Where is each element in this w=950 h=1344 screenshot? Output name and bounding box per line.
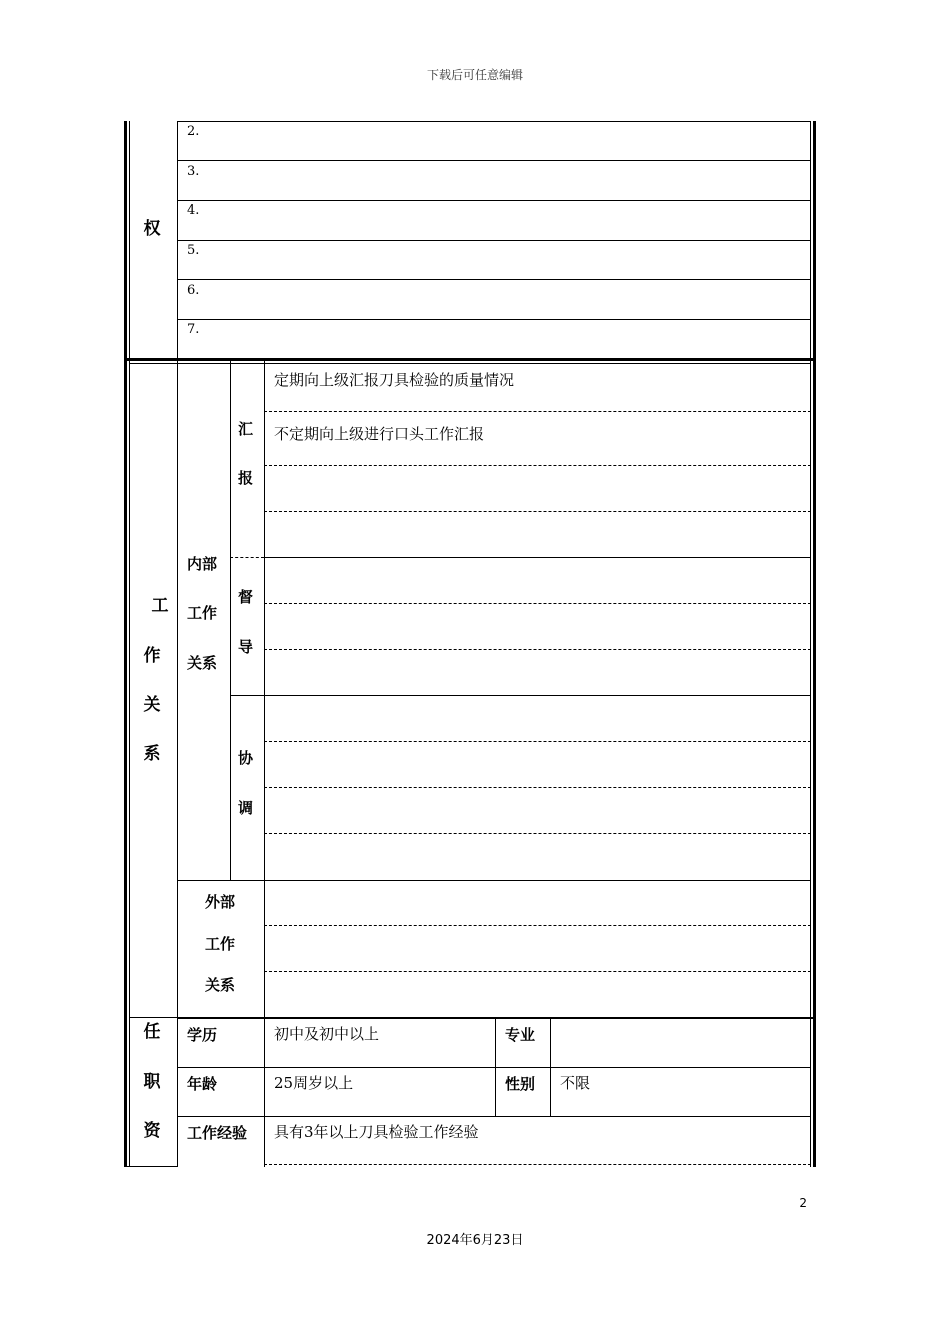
- relations-label-char: 作: [143, 646, 161, 666]
- authority-row-line: [177, 160, 811, 161]
- table-right-border-inner: [810, 121, 811, 1167]
- label-column-border: [177, 121, 178, 1167]
- gender-label: 性别: [505, 1075, 536, 1093]
- footer-date: 2024年6月23日: [426, 1233, 524, 1248]
- authority-row-line: [177, 200, 811, 201]
- dashed-line: [264, 925, 811, 926]
- dashed-line: [264, 511, 811, 512]
- relations-label-char: 系: [143, 744, 161, 764]
- qualifications-row-line: [177, 1067, 811, 1068]
- education-label: 学历: [187, 1026, 218, 1044]
- supervise-label-char: 督: [238, 588, 254, 606]
- authority-row-line: [177, 240, 811, 241]
- dashed-line: [264, 741, 811, 742]
- dashed-line: [264, 787, 811, 788]
- report-label-char: 报: [238, 469, 254, 487]
- qualifications-separator-left: [129, 1017, 177, 1018]
- report-line-text: 不定期向上级进行口头工作汇报: [274, 425, 485, 443]
- page-header-note: 下载后可任意编辑: [426, 68, 523, 82]
- report-line-text: 定期向上级汇报刀具检验的质量情况: [274, 371, 515, 389]
- table-bottom-edge: [124, 1166, 177, 1167]
- dashed-line: [264, 465, 811, 466]
- coordinate-label-char: 调: [238, 799, 254, 817]
- authority-item-number: 2.: [187, 124, 200, 139]
- relations-label-char: 工: [151, 596, 169, 616]
- education-value: 初中及初中以上: [274, 1025, 380, 1043]
- qualifications-column-border: [264, 1018, 265, 1167]
- internal-relations-label: 内部: [187, 555, 218, 573]
- age-value: 25周岁以上: [274, 1074, 354, 1092]
- dashed-line: [264, 649, 811, 650]
- section-separator: [124, 358, 816, 361]
- major-label: 专业: [505, 1026, 536, 1044]
- external-relations-label: 外部: [205, 893, 236, 911]
- external-relations-label: 关系: [205, 976, 236, 994]
- authority-item-number: 6.: [187, 283, 200, 298]
- age-label: 年龄: [187, 1075, 218, 1093]
- authority-row-line: [177, 121, 811, 122]
- internal-external-separator: [177, 880, 811, 881]
- authority-row-line: [177, 279, 811, 280]
- authority-item-number: 5.: [187, 243, 200, 258]
- dashed-line: [264, 971, 811, 972]
- dashed-line: [264, 603, 811, 604]
- dashed-line: [264, 833, 811, 834]
- authority-label: 权: [143, 219, 161, 239]
- relations-label-char: 关: [143, 695, 161, 715]
- external-relations-label: 工作: [205, 935, 236, 953]
- supervise-label-char: 导: [238, 638, 254, 656]
- qualifications-row-line: [177, 1116, 811, 1117]
- dashed-line: [264, 1164, 811, 1165]
- coordinate-label-char: 协: [238, 749, 254, 767]
- authority-row-line: [177, 319, 811, 320]
- internal-relations-label: 关系: [187, 654, 218, 672]
- dashed-line: [264, 411, 811, 412]
- table-left-border: [124, 121, 127, 1167]
- gender-value: 不限: [560, 1074, 591, 1092]
- qualifications-label-char: 任: [143, 1022, 161, 1042]
- table-right-border: [813, 121, 816, 1167]
- authority-item-number: 7.: [187, 322, 200, 337]
- authority-item-number: 4.: [187, 203, 200, 218]
- external-content-border: [264, 880, 265, 1018]
- experience-label: 工作经验: [187, 1124, 248, 1142]
- category-separator: [230, 695, 811, 696]
- authority-item-number: 3.: [187, 164, 200, 179]
- report-label-char: 汇: [238, 420, 254, 438]
- table-left-border-inner: [129, 121, 130, 1167]
- category-separator: [264, 557, 811, 558]
- qualifications-label-char: 职: [143, 1072, 161, 1092]
- section-separator-inner: [129, 363, 811, 364]
- category-separator-dashed: [230, 557, 264, 558]
- internal-category-border: [264, 358, 265, 880]
- qualifications-label-char: 资: [143, 1121, 161, 1141]
- page-number: 2: [799, 1196, 807, 1210]
- internal-relations-label: 工作: [187, 604, 218, 622]
- experience-value: 具有3年以上刀具检验工作经验: [274, 1123, 479, 1141]
- internal-subcolumn-border: [230, 358, 231, 880]
